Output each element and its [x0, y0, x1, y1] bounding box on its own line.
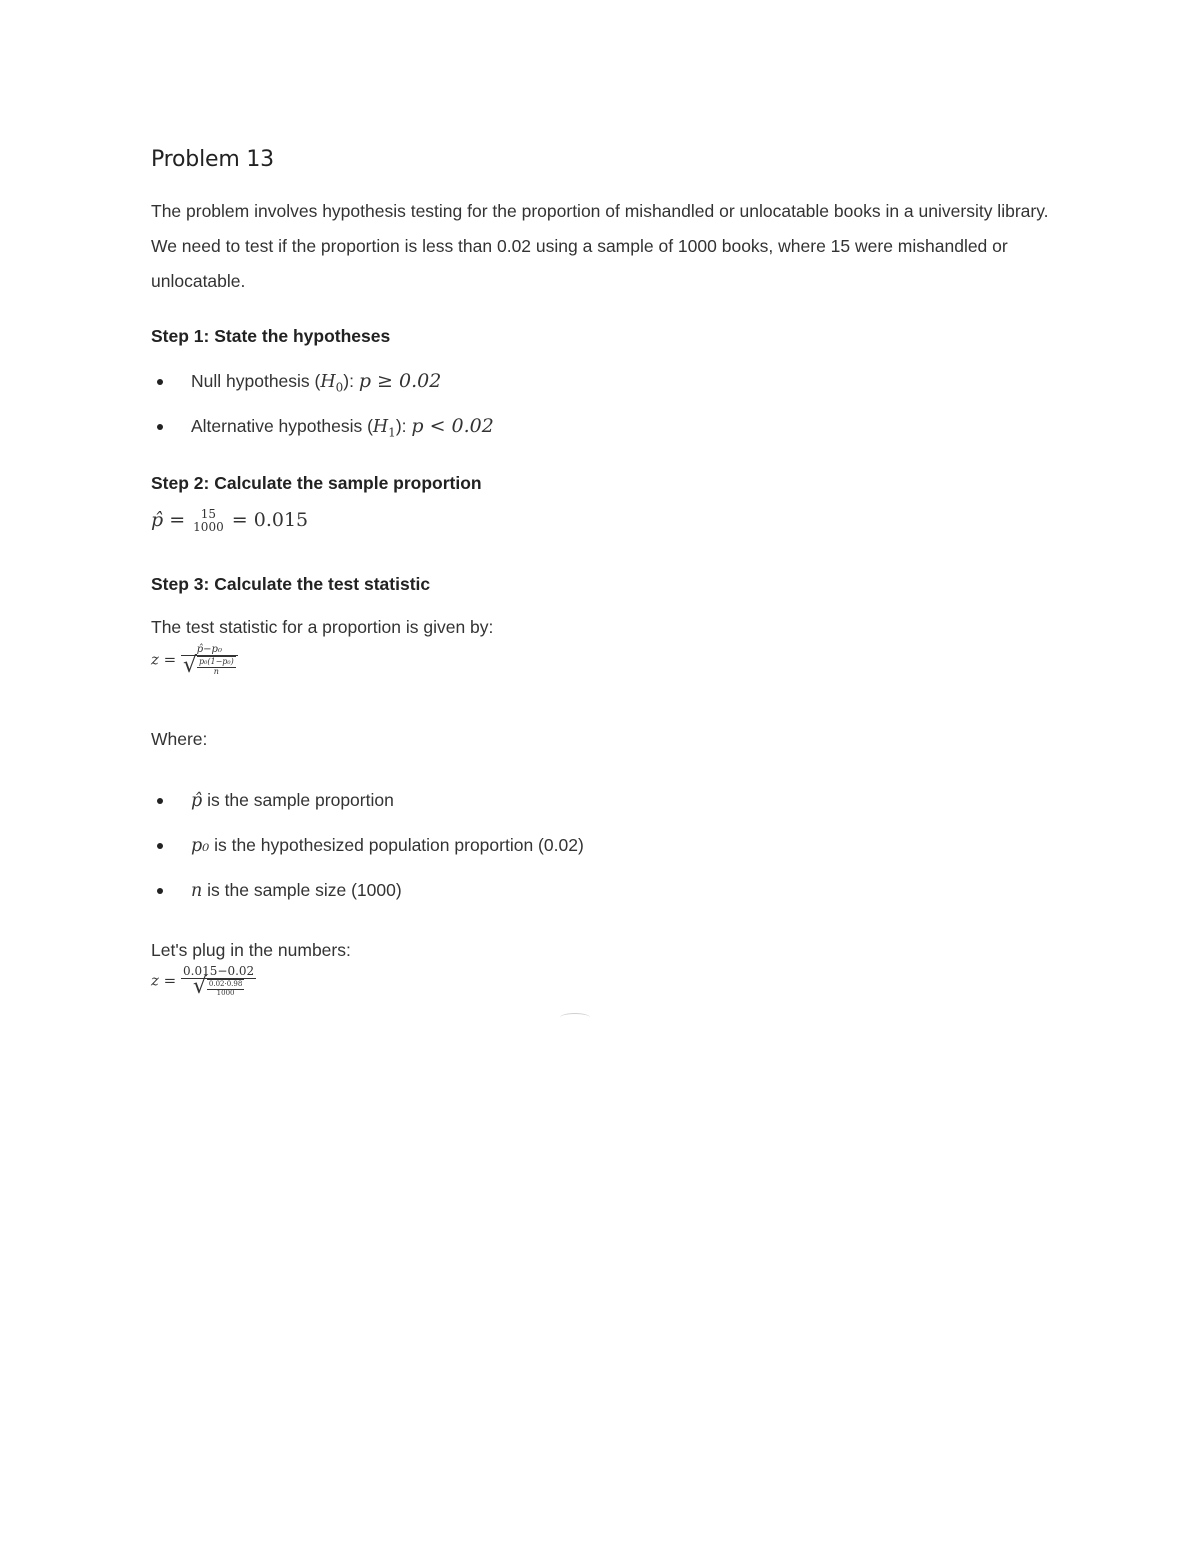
step1-heading: Step 1: State the hypotheses	[151, 326, 391, 346]
hypotheses-list	[151, 366, 494, 456]
faint-arc-mark	[560, 1013, 590, 1022]
plug-in-label: Let's plug in the numbers:	[151, 940, 351, 960]
step2-heading: Step 2: Calculate the sample proportion	[151, 473, 482, 493]
bullet-icon	[157, 424, 163, 430]
plug-fraction: 0.015−0.02 √ $\frac{0.02\cdot 0.98}{1000}$	[183, 964, 255, 999]
null-hypothesis-item: Null hypothesis $(H_0)$: p ≥ 0.02	[151, 366, 494, 411]
alternative-hypothesis-item: Alternative hypothesis $(H_1)$: p < 0.02	[151, 411, 494, 456]
problem-title: Problem 13	[151, 147, 274, 172]
sample-proportion-equation: p̂ = 15 1000 = 0.015	[151, 507, 309, 535]
bullet-icon	[157, 798, 163, 804]
intro-paragraph: The problem involves hypothesis testing for the proportion of mishandled or unlocatable books in a university library. We need to test if the proportion is less than 0.02 using a sample of 1000 books, where 15 were mishandled or unlocatable.	[151, 201, 1049, 291]
where-label: Where:	[151, 729, 208, 749]
sqrt-symbol: √ $\frac{0.02\cdot 0.98}{1000}$	[192, 973, 243, 999]
formula-fraction: p̂−p₀ √ $\frac{\text{p₀(1−p₀)}}{n}$	[181, 644, 238, 677]
test-statistic-lead: The test statistic for a proportion is given by:	[151, 617, 494, 637]
sqrt-symbol: √ $\frac{\text{p₀(1−p₀)}}{n}$	[183, 652, 234, 678]
step3-heading: Step 3: Calculate the test statistic	[151, 574, 431, 594]
where-item: p̂ is the sample proportion	[151, 785, 584, 830]
bullet-icon	[157, 843, 163, 849]
fraction: 15 1000	[193, 507, 224, 535]
bullet-icon	[157, 888, 163, 894]
where-item: n is the sample size (1000)	[151, 875, 584, 920]
bullet-icon	[157, 379, 163, 385]
test-statistic-formula: z = p̂−p₀ √ $\frac{\text{p₀(1−p₀)}}{n}$	[151, 644, 238, 677]
where-list	[151, 785, 584, 920]
plug-in-formula: z = 0.015−0.02 √ $\frac{0.02\cdot 0.98}{1000}$	[151, 964, 255, 999]
where-item: p₀ is the hypothesized population proportion (0.02)	[151, 830, 584, 875]
